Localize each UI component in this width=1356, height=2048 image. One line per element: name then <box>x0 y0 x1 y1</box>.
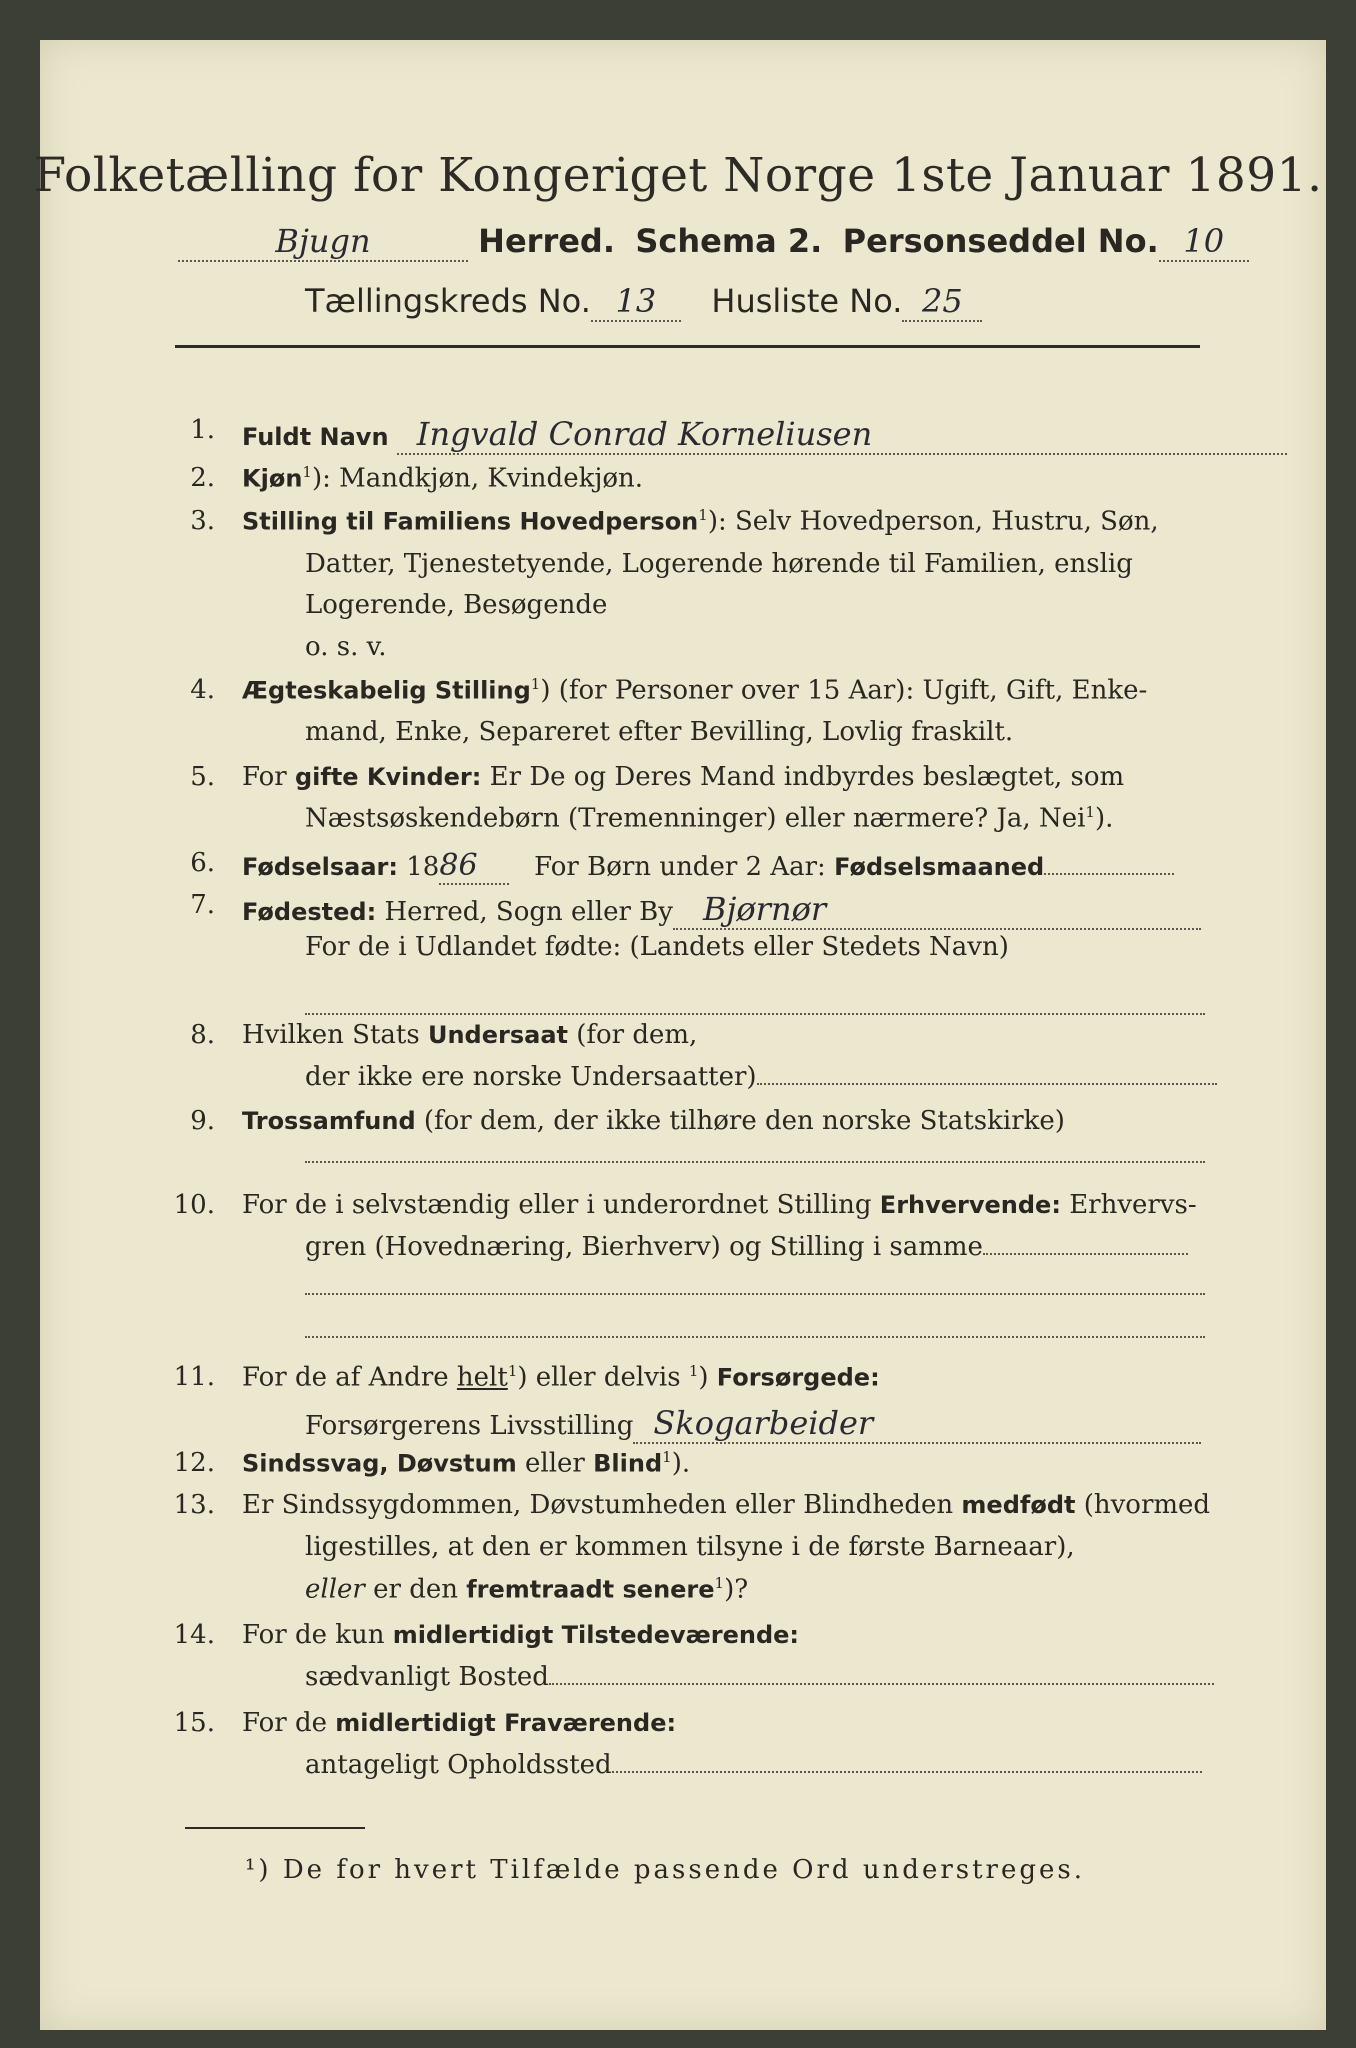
birthplace-value: Bjørnør <box>673 890 1201 930</box>
item-text: ): Mandkjøn, Kvindekjøn. <box>311 463 644 494</box>
item-label: Undersaat <box>427 1021 568 1049</box>
item-text: (hvormed <box>1075 1490 1211 1520</box>
item-text: (for dem, <box>567 1020 698 1050</box>
item-text: Herred, Sogn eller By <box>376 897 673 927</box>
item-text: ) <box>698 1362 717 1393</box>
schema-label: Schema 2. <box>635 222 823 260</box>
item-label: Trossamfund <box>242 1107 416 1135</box>
dotted-fill-line <box>305 1012 1205 1015</box>
item-text: 18 <box>398 852 440 882</box>
husliste-label: Husliste No. <box>711 282 903 320</box>
personseddel-label: Personseddel No. <box>842 222 1159 260</box>
item-text: Forsørgerens Livsstilling <box>305 1411 634 1441</box>
item-number: 3. <box>190 506 215 536</box>
item-text: antageligt Opholdssted <box>305 1750 612 1780</box>
item-number: 2. <box>190 463 215 493</box>
form-title: Folketælling for Kongeriget Norge 1ste Januar 1891. <box>33 148 1323 203</box>
item-label: Kjøn <box>242 464 303 493</box>
provider-occupation-value: Skogarbeider <box>633 1404 1201 1444</box>
item-number: 15. <box>173 1708 215 1738</box>
birth-year-value: 86 <box>439 848 509 885</box>
item-number: 7. <box>190 890 215 920</box>
item-text: Datter, Tjenestetyende, Logerende hørende til Familien, enslig <box>305 549 1133 579</box>
item-label: Ægteskabelig Stilling <box>242 676 531 705</box>
item-label: Fuldt Navn <box>242 423 389 451</box>
item-text: mand, Enke, Separeret efter Bevilling, Lovlig fraskilt. <box>305 717 1014 747</box>
herred-row <box>178 222 1249 262</box>
kreds-value: 13 <box>591 282 681 322</box>
item-label: Sindssvag, Døvstum <box>242 1449 517 1478</box>
item-text: For Børn under 2 Aar: <box>534 852 835 882</box>
item-text: For de i selvstændig eller i underordnet Stilling <box>242 1190 880 1220</box>
item-label: midlertidigt Fraværende: <box>335 1709 677 1737</box>
item-label: Fødselsaar: <box>242 853 398 881</box>
item-text: Er De og Deres Mand indbyrdes beslægtet, som <box>481 762 1125 792</box>
item-number: 14. <box>173 1620 215 1650</box>
item-text: ligestilles, at den er kommen tilsyne i de første Barneaar), <box>305 1532 1075 1562</box>
dotted-fill-line <box>305 1160 1205 1163</box>
item-label: gifte Kvinder: <box>294 763 482 791</box>
item-label: fremtraadt senere <box>466 1575 715 1604</box>
kreds-label: Tællingskreds No. <box>305 282 591 320</box>
item-number: 12. <box>173 1448 215 1478</box>
item-text: ) (for Personer over 15 Aar): Ugift, Gift, Enke- <box>540 675 1148 706</box>
item-label: Fødested: <box>242 898 377 926</box>
item-text: er den <box>364 1574 467 1605</box>
header-rule <box>175 345 1200 348</box>
item-label: Stilling til Familiens Hovedperson <box>242 507 699 536</box>
item-number: 6. <box>190 848 215 878</box>
item-text: (for dem, der ikke tilhøre den norske Statskirke) <box>415 1106 1065 1136</box>
item-number: 13. <box>173 1490 215 1520</box>
item-label: medfødt <box>961 1491 1076 1519</box>
herred-label: Herred. <box>478 222 615 260</box>
dotted-fill-line <box>305 1292 1205 1295</box>
item-text: Logerende, Besøgende <box>305 590 608 620</box>
item-number: 5. <box>190 762 215 792</box>
item-label: Erhvervende: <box>879 1191 1061 1219</box>
item-text: Erhvervs- <box>1060 1190 1197 1220</box>
item-text: Er Sindssygdommen, Døvstumheden eller Blindheden <box>242 1490 962 1520</box>
item-text: )? <box>724 1574 749 1605</box>
kreds-row <box>305 282 982 322</box>
item-text: For de af Andre <box>242 1362 457 1393</box>
item-text: sædvanligt Bosted <box>305 1662 549 1692</box>
item-number: 9. <box>190 1106 215 1136</box>
item-text: o. s. v. <box>305 632 387 662</box>
item-number: 8. <box>190 1020 215 1050</box>
footnote-rule <box>185 1827 365 1829</box>
item-text: ). <box>1094 803 1114 834</box>
item-text: Hvilken Stats <box>242 1020 428 1050</box>
personseddel-value: 10 <box>1159 222 1249 262</box>
item-text: eller <box>305 1574 365 1605</box>
item-text: gren (Hovednæring, Bierhverv) og Stilling i samme <box>305 1232 983 1262</box>
item-text: For <box>242 762 295 792</box>
item-label: midlertidigt Tilstedeværende: <box>392 1621 800 1649</box>
item-number: 1. <box>190 415 215 445</box>
item-text: ): Selv Hovedperson, Hustru, Søn, <box>707 506 1159 537</box>
item-number: 11. <box>173 1362 215 1392</box>
item-text: helt <box>456 1362 508 1393</box>
item-text: der ikke ere norske Undersaatter) <box>305 1062 757 1092</box>
item-text: ) eller delvis <box>517 1362 689 1393</box>
item-text: Næstsøskendebørn (Tremenninger) eller nærmere? Ja, Nei <box>305 803 1086 834</box>
item-text: For de kun <box>242 1620 393 1650</box>
item-label: Blind <box>593 1449 663 1478</box>
full-name-value: Ingvald Conrad Korneliusen <box>397 415 1287 455</box>
item-text: For de i Udlandet fødte: (Landets eller Stedets Navn) <box>305 932 1009 962</box>
footnote: ¹) De for hvert Tilfælde passende Ord understreges. <box>245 1855 1086 1885</box>
item-label: Forsørgede: <box>716 1363 880 1392</box>
husliste-value: 25 <box>902 282 982 322</box>
item-number: 10. <box>173 1190 215 1220</box>
item-number: 4. <box>190 675 215 705</box>
dotted-fill-line <box>305 1335 1205 1338</box>
item-label: Fødselsmaaned <box>834 853 1045 881</box>
item-text: eller <box>516 1448 594 1479</box>
item-text: ). <box>671 1448 691 1479</box>
item-text: For de <box>242 1708 336 1738</box>
herred-value: Bjugn <box>178 222 468 262</box>
